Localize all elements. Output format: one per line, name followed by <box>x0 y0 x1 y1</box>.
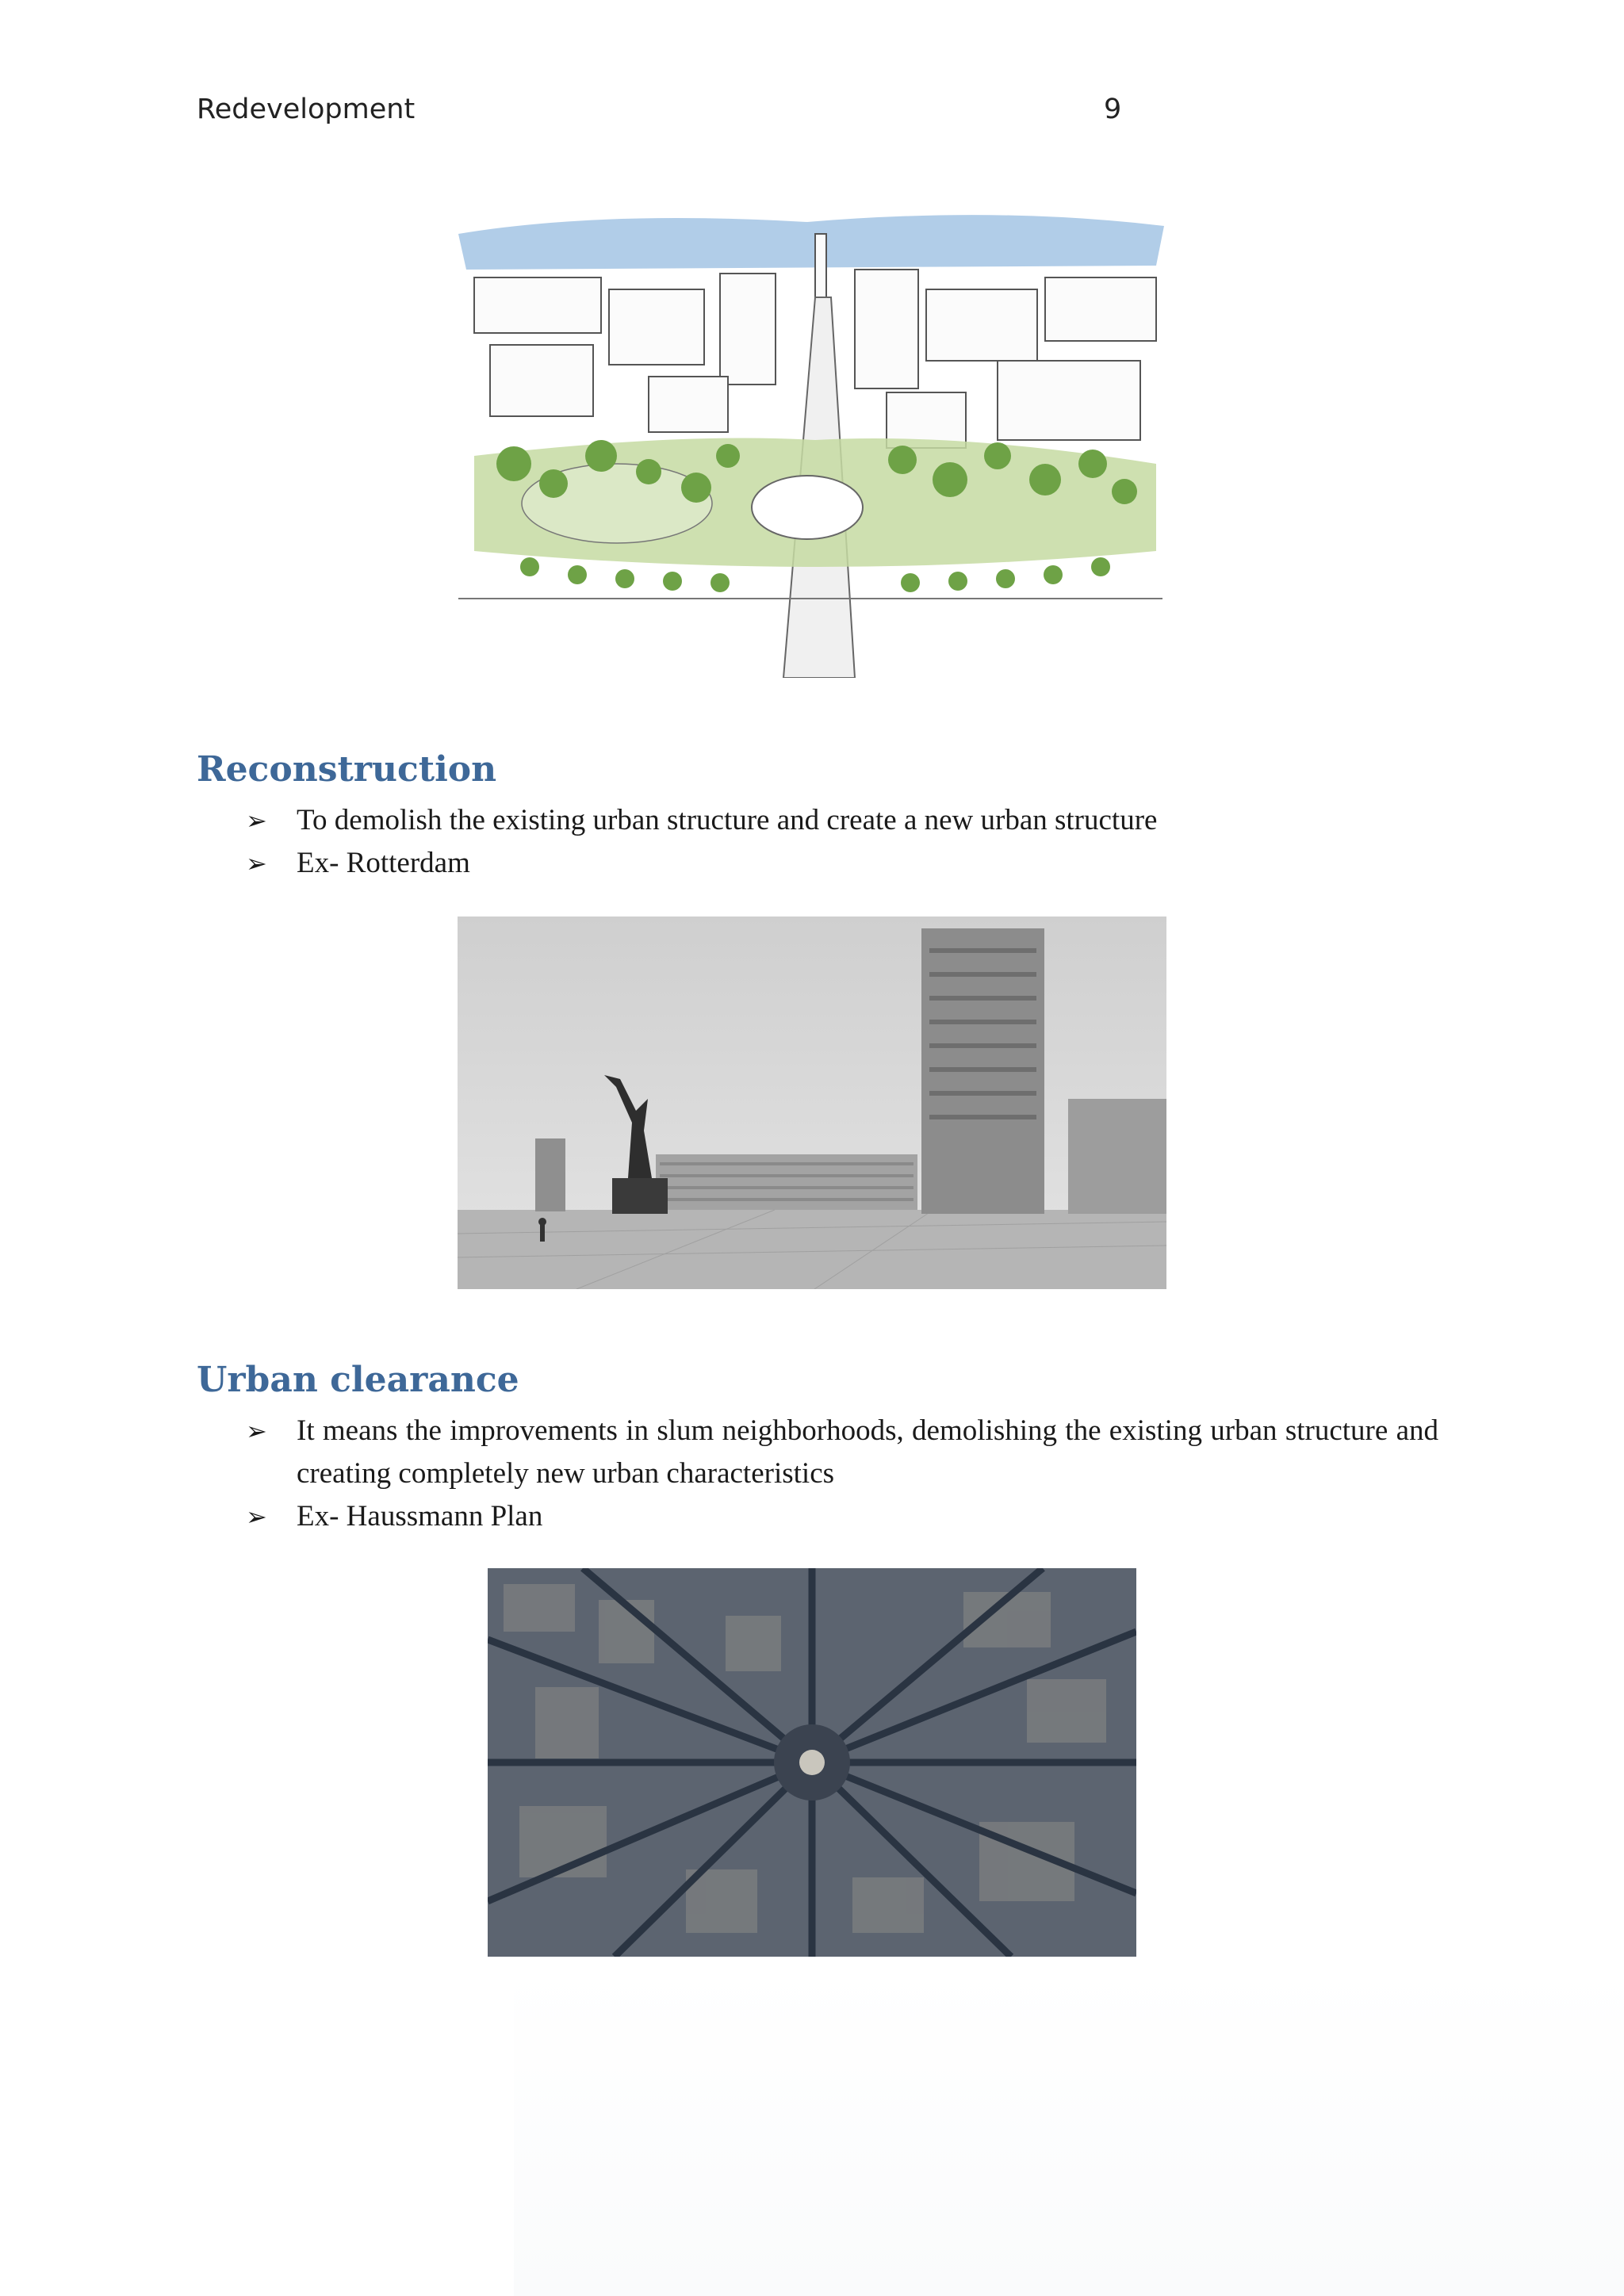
reconstruction-bullet-list <box>246 799 1435 885</box>
urban-plan-sketch-image <box>442 202 1178 678</box>
arrowhead-bullet-icon: ➢ <box>246 848 267 878</box>
list-item: ➢ To demolish the existing urban structure and create a new urban structure <box>246 799 1435 842</box>
arrowhead-bullet-icon: ➢ <box>246 1502 267 1532</box>
section-heading-reconstruction: Reconstruction <box>197 749 497 790</box>
paris-aerial-photo-image <box>488 1568 1136 1957</box>
urban-clearance-bullet-list <box>246 1410 1438 1538</box>
page-number: 9 <box>1104 94 1122 125</box>
list-item: ➢ Ex- Haussmann Plan <box>246 1495 1435 1538</box>
list-item: ➢ Ex- Rotterdam <box>246 842 1435 885</box>
arrowhead-bullet-icon: ➢ <box>246 806 267 836</box>
rotterdam-photo-image <box>458 916 1166 1289</box>
list-item: ➢ It means the improvements in slum neighborhoods, demolishing the existing urban structure and creating completely new urban characteristics <box>246 1410 1438 1495</box>
page-shade <box>514 1966 1624 2296</box>
running-header-title: Redevelopment <box>197 94 416 125</box>
arrowhead-bullet-icon: ➢ <box>246 1416 267 1446</box>
section-heading-urban-clearance: Urban clearance <box>197 1360 519 1400</box>
